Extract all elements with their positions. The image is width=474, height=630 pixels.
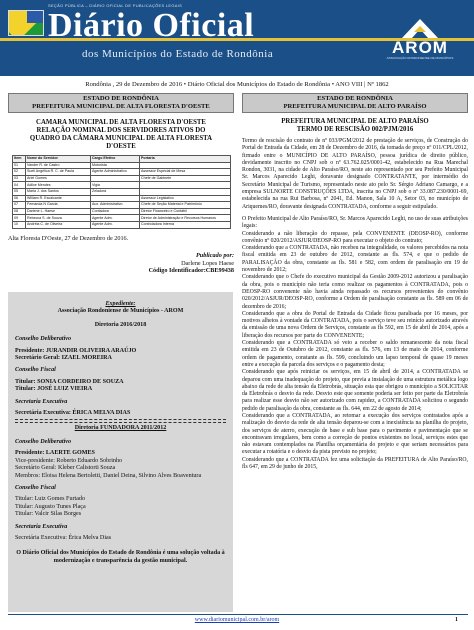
table-cell: 05 bbox=[13, 188, 26, 195]
table-cell: Motorista bbox=[91, 162, 140, 169]
publication-identifier: Código Identificador:CBE99438 bbox=[148, 267, 234, 275]
rescisao-paragraph: Considerando que a CONTRATADA, não recebeu na integralidade, os valores percebidos na nota fiscal emitida em 23 de outubro de 2012, constante as fls. 574, e que o pedido de PARALISAÇÃO da obra, constante as fls. 581 e 582, com ordem de paralisação em 19 de novembro de 2012; bbox=[242, 245, 468, 274]
fundadora-presidente: Presidente: LAERTE GOMES bbox=[15, 450, 95, 457]
fundadora-titular: Titular: Valcir Silas Borges bbox=[15, 511, 82, 518]
secretaria-executiva-line: Secretária Executiva: ÉRICA MELVA DIAS bbox=[15, 410, 131, 417]
table-cell: Agente Adm. bbox=[91, 215, 140, 222]
banner-topline: SEÇÃO PÚBLICA – DIÁRIO OFICIAL DE PUBLICAÇÕES LEGAIS bbox=[48, 3, 183, 8]
table-cell: Assessor Legislativo bbox=[140, 195, 231, 202]
table-row bbox=[13, 208, 231, 215]
table-cell bbox=[140, 182, 231, 189]
masthead-banner bbox=[0, 0, 474, 76]
footer-url-link[interactable]: www.diariomunicipal.com.br/arom bbox=[194, 617, 280, 623]
servidores-table bbox=[12, 155, 231, 229]
table-cell: Chefe de Seção Material e Patrimônio bbox=[140, 202, 231, 209]
fundadora-title: Diretoria FUNDADORA 2011/2012 bbox=[74, 425, 167, 432]
rondonia-flag-icon bbox=[8, 10, 44, 36]
left-header-prefeitura: PREFEITURA MUNICIPAL DE ALTA FLORESTA D'OESTE bbox=[32, 103, 210, 110]
table-cell: 06 bbox=[13, 195, 26, 202]
left-header-state: ESTADO DE RONDÔNIA bbox=[83, 95, 159, 102]
published-by-label: Publicado por: bbox=[196, 252, 234, 260]
table-row bbox=[13, 195, 231, 202]
rescisao-paragraph: Considerando que a CONTRATADA fez uma solicitação da PREFEITURA de Alto Paraíso/RO, fls 647, em 29 de junho de 2015, bbox=[242, 456, 468, 471]
table-cell: Zeladora bbox=[91, 188, 140, 195]
right-title-line: PREFEITURA MUNICIPAL DE ALTO PARAÍSO bbox=[281, 118, 429, 125]
table-cell: Sueli Angélica R. C. de Paula bbox=[26, 169, 91, 176]
table-cell: Chefe de Gabinete bbox=[140, 175, 231, 182]
table-row bbox=[13, 182, 231, 189]
table-header-cell: Item bbox=[13, 156, 26, 163]
masthead-title: Diário Oficial bbox=[48, 7, 255, 44]
table-cell: 04 bbox=[13, 182, 26, 189]
table-cell: Aux. Administrativo bbox=[91, 202, 140, 209]
left-title-line: CAMARA MUNICIPAL DE ALTA FLORESTA D'OESTE bbox=[36, 119, 206, 126]
arom-emblem-icon bbox=[400, 18, 440, 40]
titular-line: Titular: SONIA CORDEIRO DE SOUZA bbox=[15, 378, 124, 385]
right-section-header bbox=[242, 93, 468, 113]
secretario-line: Secretário Geral: IZAEL MOREIRA bbox=[15, 355, 112, 362]
table-cell: Adilce Mendes bbox=[26, 182, 91, 189]
left-section-header bbox=[8, 93, 234, 113]
expediente-title: Expediente: bbox=[105, 301, 136, 307]
right-header-prefeitura: PREFEITURA MUNICIPAL DE ALTO PARAÍSO bbox=[283, 103, 427, 110]
table-row bbox=[13, 215, 231, 222]
conselho-fiscal-label: Conselho Fiscal bbox=[15, 484, 56, 491]
table-cell: Maria J. dos Santos bbox=[26, 188, 91, 195]
rescisao-paragraph: Considerando que o Chefe do executivo municipal da Gestão 2009-2012 autorizou a paralisação da obra, pois o município não teria como realizar os pagamentos à CONTRATADA, pois o DEOSP-RO convenente não havia ainda repassado os recursos provenientes do convênio 020/2012/ASJUR/DEOSP-RO, conforme a Ordem de paralisação constante as fls. 589 em 06 de dezembro de 2016; bbox=[242, 274, 468, 310]
conselho-deliberativo-label: Conselho Deliberativo bbox=[15, 336, 72, 343]
conselho-fiscal-label: Conselho Fiscal bbox=[15, 367, 56, 374]
table-cell: Agente Administrativo bbox=[91, 169, 140, 176]
table-cell: William R. Escalcante bbox=[26, 195, 91, 202]
titular-line: Titular: JOSÉ LUIZ VIEIRA bbox=[15, 386, 93, 393]
left-title-line: RELAÇÃO NOMINAL DOS SERVIDORES ATIVOS DO bbox=[36, 127, 206, 134]
rescisao-paragraph: O Prefeito Municipal de Alto Paraíso/RO, Sr. Marcos Aparecido Leghi, no uso de suas atribuições legais: bbox=[242, 215, 468, 230]
table-cell: Fernanda N Garcia bbox=[26, 202, 91, 209]
table-cell: Assessor Especial de Mesa bbox=[140, 169, 231, 176]
table-cell: 09 bbox=[13, 215, 26, 222]
table-cell: Vigia bbox=[91, 182, 140, 189]
table-cell: Vander R. de Castro bbox=[26, 162, 91, 169]
table-cell: Andréia C. de Oliveira bbox=[26, 221, 91, 228]
left-title-line: QUADRO DA CÂMARA MUNICIPAL DE ALTA FLORESTA bbox=[29, 135, 213, 142]
table-row bbox=[13, 221, 231, 228]
secretaria-executiva-label: Secretaria Executiva bbox=[15, 398, 68, 405]
table-row bbox=[13, 162, 231, 169]
rescisao-paragraph: Considerando que a CONTRATADA, ao retomar a execução dos serviços contratados após a realização do desvio da rede de alta tensão deparou-se com a inexistência na planilha do projeto, dos serviços de aterro, execução de base e sub base para o pavimento e pavimentação que se encontravam irregulares, bem como a correção de pontos existentes no local, serviços estes que não estavam contemplados na Planilha orçamentária do projeto e que seriam necessários para executar a rotatória e o desvio da pista previsto no projeto; bbox=[242, 412, 468, 456]
table-cell: 01 bbox=[13, 162, 26, 169]
presidente-line: Presidente: JURANDIR OLIVEIRA ARAÚJO bbox=[15, 347, 137, 354]
secretaria-executiva-label: Secretaria Executiva bbox=[15, 523, 68, 530]
table-cell: 02 bbox=[13, 169, 26, 176]
table-row bbox=[13, 175, 231, 182]
table-cell: 07 bbox=[13, 202, 26, 209]
fundadora-secretario: Secretário Geral: Kleber Calistorti Souza bbox=[15, 465, 116, 472]
publisher-name: Darlene Lopes Haese bbox=[181, 259, 234, 267]
table-body bbox=[13, 162, 231, 228]
table-cell: 08 bbox=[13, 208, 26, 215]
table-row bbox=[13, 202, 231, 209]
dashed-divider bbox=[15, 422, 226, 423]
arom-logo bbox=[382, 18, 458, 62]
rescisao-paragraph: Considerando que a obra do Portal de Entrada da Cidade ficou paralisada por 16 meses, por motivos alheios à vontade da CONTRATADA, pois o serviço teve seu reinício autorizado através da emissão de uma nova Ordem de Serviços, constante as fls 592, em 15 de abril de 2014, após a liberação dos recursos por parte do CONVENENTE; bbox=[242, 310, 468, 339]
left-document-title bbox=[8, 119, 234, 151]
footer-rule bbox=[8, 614, 468, 615]
table-header-cell: Portaria bbox=[140, 156, 231, 163]
table-cell: Darlene L. Haese bbox=[26, 208, 91, 215]
left-title-line: D'OESTE bbox=[106, 143, 136, 150]
table-cell bbox=[91, 175, 140, 182]
table-cell bbox=[140, 162, 231, 169]
table-cell bbox=[91, 195, 140, 202]
rescisao-paragraph: Termo de rescisão do contrato de nº 033/PGM/2012 de prestação de serviços, de Construção do Portal de Entrada da Cidade, em 28 de Dezembro de 2016, da tomada de preço nº 011/CPL/2012, firmado entre o MUNICÍPIO DE ALTO PARAÍSO, pessoa jurídica de direito público, devidamente inscrito no CNPJ sob o nº 63.762.025/0001-42, estabelecido na Rua Marechal Rondon, 3031, na cidade de Alto Paraíso/RO, neste ato representado por seu Prefeito Municipal Sr. Marcos Aparecido Leghi, doravante designado CONTRATANTE, por intermédio do Secretário Municipal de Turismo, representado neste ato pelo Sr. Sérgio Adriano Camargo, e a empresa SULNORTE CONSTRUÇÕES LTDA, inscrita no CNPJ sob o nº 33.087.230/0001-69, estabelecida na rua Rui Barbosa, nº 2041, Ed. Manon, Sala 10 A, Setor 03, no município de Ariquemes/RO, doravante designada CONTRATADA, conforme a seguir estipulado. bbox=[242, 138, 468, 210]
arom-logo-text: AROM bbox=[392, 38, 448, 57]
dashed-divider bbox=[15, 419, 226, 420]
table-cell: 10 bbox=[13, 221, 26, 228]
table-header-cell: Cargo Efetivo bbox=[91, 156, 140, 163]
table-cell: 03 bbox=[13, 175, 26, 182]
table-cell: Contadora bbox=[91, 208, 140, 215]
issue-dateline: Rondônia , 29 de Dezembro de 2016 • Diário Oficial dos Municípios do Estado de Rondônia • ANO VIII | Nº 1862 bbox=[85, 81, 389, 88]
left-column bbox=[8, 93, 234, 275]
expediente-box bbox=[8, 292, 233, 612]
table-cell: Ariel Gomes bbox=[26, 175, 91, 182]
expediente-org: Associação Rondoniense de Municípios - AROM bbox=[57, 308, 184, 315]
table-cell: Controladora Interna bbox=[140, 221, 231, 228]
rescisao-paragraph: Considerando que após reiniciar os serviços, em 15 de abril de 2014, a CONTRATADA se deparou com uma inadequação do projeto, que previa a instalação de uma estrutura metálica logo abaixo da rede de alta tensão da Eletrobrás, situação esta que obrigou o município a SOLICITAR da Eletrobrás o desvio da rede. Desvio este que somente poderia ser feito por parte da Eletrobrás para realizar esse desvio não ser autorizado com rapidez, a CONTRATADA solicitou o segundo pedido de paralisação da obra, constante as fls. 644, em 22 de agosto de 2014; bbox=[242, 369, 468, 412]
table-row bbox=[13, 169, 231, 176]
right-document-title bbox=[242, 118, 468, 134]
table-cell: Rebecca S. de Souza bbox=[26, 215, 91, 222]
arom-logo-subtext: ASSOCIAÇÃO RONDONIENSE DE MUNICÍPIOS bbox=[386, 56, 454, 60]
conselho-deliberativo-label: Conselho Deliberativo bbox=[15, 438, 72, 445]
fundadora-secretaria-executiva: Secretária Executiva: Érica Melva Dias bbox=[15, 534, 112, 541]
fundadora-titular: Titular: Luiz Gomes Furtado bbox=[15, 496, 86, 503]
masthead-subtitle: dos Municípios do Estado de Rondônia bbox=[82, 48, 274, 60]
table-cell: Diretor Financeiro e Contábil bbox=[140, 208, 231, 215]
expediente-closing: O Diário Oficial dos Municípios do Estado de Rondônia é uma solução voltada à modernização e transparência da gestão municipal. bbox=[16, 550, 225, 564]
table-cell bbox=[140, 188, 231, 195]
right-title-line: TERMO DE RESCISÃO 002/PJM/2016 bbox=[296, 126, 414, 133]
page-number: 1 bbox=[455, 617, 458, 623]
left-place-date: Alta Floresta D'Oeste, 27 de Dezembro de 2016. bbox=[8, 234, 129, 242]
fundadora-vice: Vice-presidente: Roberto Eduardo Sobrinho bbox=[15, 457, 123, 464]
fundadora-membros: Membros: Eloisa Helena Bertoletti, Daniel Deina, Silvino Alves Boaventura bbox=[15, 472, 202, 479]
table-header-row bbox=[13, 156, 231, 163]
directory-title: Diretoria 2016/2018 bbox=[94, 321, 147, 328]
table-header-cell: Nome do Servidor bbox=[26, 156, 91, 163]
fundadora-titular: Titular: Augusto Tunes Plaça bbox=[15, 503, 86, 510]
rescisao-paragraph: Considerando a não liberação do repasse, pela CONVENENTE (DEOSP-RO), conforme convênio nº 020/2012/ASJUR/DEOSP-RO para executar o objeto do contrato; bbox=[242, 230, 468, 244]
table-row bbox=[13, 188, 231, 195]
right-header-state: ESTADO DE RONDÔNIA bbox=[317, 95, 393, 102]
right-column bbox=[242, 93, 468, 471]
rescisao-paragraph: Considerando que a CONTRATADA só veio a receber o saldo remanescente da nota fiscal emitida em 23 de Outubro de 2012, constante as fls. 576, em 13 de maio de 2014, conforme ordem de pagamento, constante as fls. 599, concluindo um lapso temporal de quase 19 meses entre a execução da parcela dos serviços e o pagamento desta; bbox=[242, 340, 468, 368]
table-cell: Agente Adm. bbox=[91, 221, 140, 228]
table-cell: Diretor de Administração e Recursos Humanos bbox=[140, 215, 231, 222]
